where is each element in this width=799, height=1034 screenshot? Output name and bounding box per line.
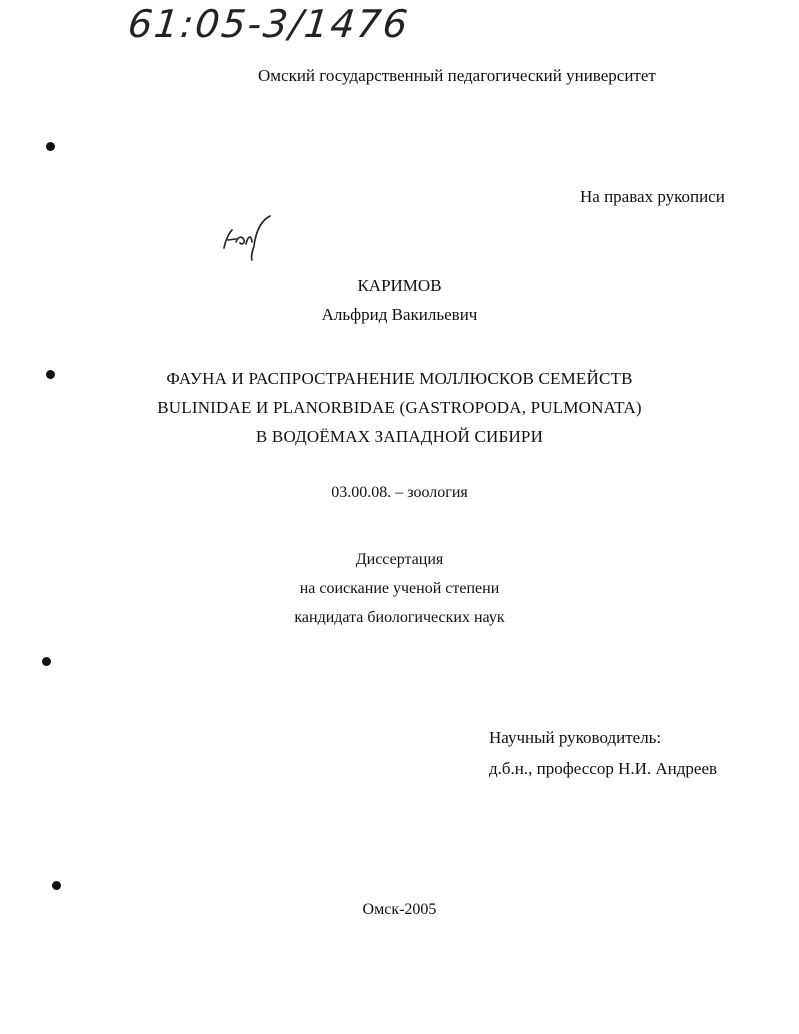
author-surname: КАРИМОВ bbox=[357, 276, 442, 295]
signature-mark bbox=[218, 212, 276, 262]
degree-statement bbox=[0, 545, 799, 632]
binding-hole-mark bbox=[52, 881, 61, 890]
binding-hole-mark bbox=[46, 142, 55, 151]
supervisor-block bbox=[489, 722, 717, 784]
author-given-names: Альфрид Вакильевич bbox=[321, 305, 478, 324]
supervisor-name: д.б.н., профессор Н.И. Андреев bbox=[489, 759, 718, 778]
city-year: Омск-2005 bbox=[362, 901, 437, 918]
manuscript-note: На правах рукописи bbox=[580, 187, 725, 206]
university-name: Омский государственный педагогический университет bbox=[258, 66, 656, 85]
degree-line: на соискание ученой степени bbox=[299, 580, 500, 597]
supervisor-label: Научный руководитель: bbox=[489, 728, 662, 747]
title-line: В ВОДОЁМАХ ЗАПАДНОЙ СИБИРИ bbox=[255, 427, 544, 446]
binding-hole-mark bbox=[42, 657, 51, 666]
degree-line: Диссертация bbox=[355, 551, 444, 568]
degree-line: кандидата биологических наук bbox=[294, 609, 505, 626]
specialty-code: 03.00.08. – зоология bbox=[331, 484, 468, 501]
handwritten-archive-number: 61:05-3/1476 bbox=[125, 2, 412, 46]
title-line: BULINIDAE И PLANORBIDAE (GASTROPODA, PULMONATA) bbox=[157, 398, 642, 417]
dissertation-title bbox=[0, 364, 799, 451]
title-line: ФАУНА И РАСПРОСТРАНЕНИЕ МОЛЛЮСКОВ СЕМЕЙСТВ bbox=[166, 369, 633, 388]
